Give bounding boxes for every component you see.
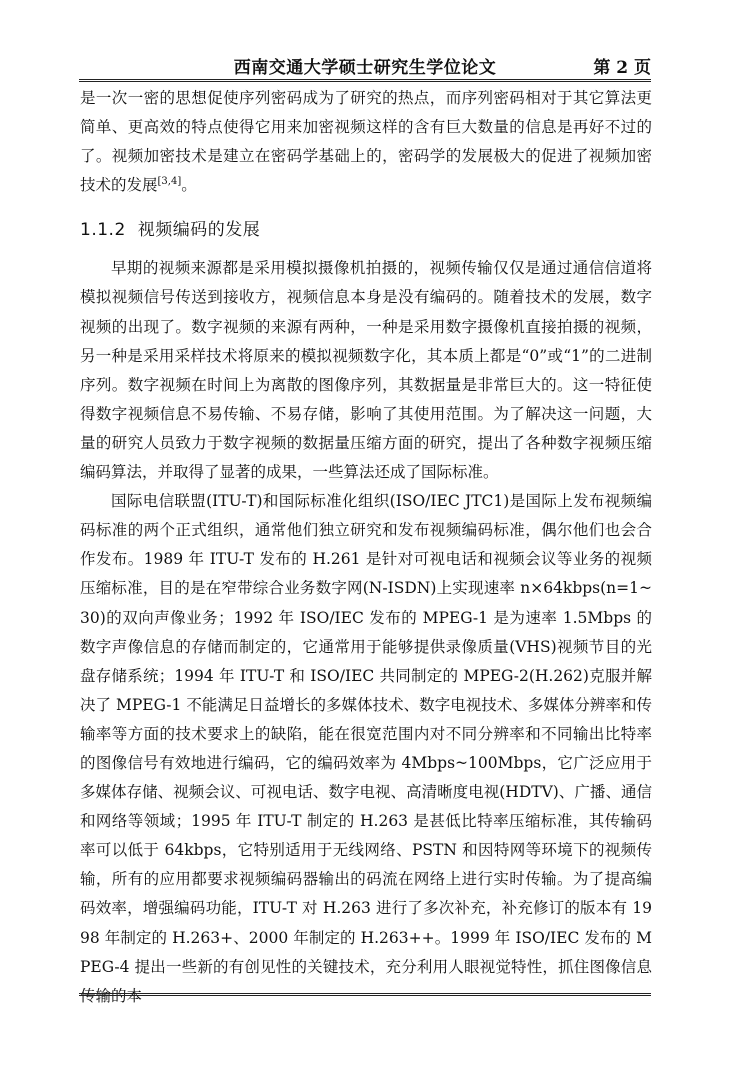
citation: [3,4]: [157, 176, 182, 188]
body-paragraph-1: 早期的视频来源都是采用模拟摄像机拍摄的，视频传输仅仅是通过通信信道将模拟视频信号传送到接收方，视频信息本身是没有编码的。随着技术的发展，数字视频的出现了。数字视频的来源有两种，一种是采用数字摄像机直接拍摄的视频，另一种是采用采样技术将原来的模拟视频数字化，其本质上都是“0”或“1”的二进制序列。数字视频在时间上为离散的图像序列，其数据量是非常巨大的。这一特征使得数字视频信息不易传输、不易存储，影响了其使用范围。为了解决这一问题，大量的研究人员致力于数字视频的数据量压缩方面的研究，提出了各种数字视频压缩编码算法，并取得了显著的成果，一些算法还成了国际标准。: [80, 259, 652, 482]
intro-paragraph: [80, 84, 652, 200]
body-paragraph-2: 国际电信联盟(ITU-T)和国际标准化组织(ISO/IEC JTC1)是国际上发布视频编码标准的两个正式组织，通常他们独立研究和发布视频编码标准，偶尔他们也会合作发布。1989 年 ITU-T 发布的 H.261 是针对可视电话和视频会议等业务的视频压缩标准，目的是在窄带综合业务数字网(N-ISDN)上实现速率 n×64kbps(n=1~30)的双向声像业务；1992 年 ISO/IEC 发布的 MPEG-1 是为速率 1.5Mbps 的数字声像信息的存储而制定的，它通常用于能够提供录像质量(VHS)视频节目的光盘存储系统；1994 年 ITU-T 和 ISO/IEC 共同制定的 MPEG-2(H.262)克服并解决了 MPEG-1 不能满足日益增长的多媒体技术、数字电视技术、多媒体分辨率和传输率等方面的技术要求上的缺陷，能在很宽范围内对不同分辨率和不同输出比特率的图像信号有效地进行编码，它的编码效率为 4Mbps~100Mbps，它广泛应用于多媒体存储、视频会议、可视电话、数字电视、高清晰度电视(HDTV)、广播、通信和网络等领域；1995 年 ITU-T 制定的 H.263 是甚低比特率压缩标准，其传输码率可以低于 64kbps，它特别适用于无线网络、PSTN 和因特网等环境下的视频传输，所有的应用都要求视频编码器输出的码流在网络上进行实时传输。为了提高编码效率，增强编码功能，ITU-T 对 H.263 进行了多次补充，补充修订的版本有 1998 年制定的 H.263+、2000 年制定的 H.263++。1999 年 ISO/IEC 发布的 MPEG-4 提出一些新的有创见性的关键技术，充分利用人眼视觉特性，抓住图像信息传输的本: [80, 492, 652, 1005]
header-rule: [79, 79, 651, 82]
intro-end: 。: [181, 176, 197, 195]
thesis-title: 西南交通大学硕士研究生学位论文: [233, 58, 497, 78]
page-body: [80, 84, 652, 1011]
page-header: [79, 50, 651, 78]
section-title: 视频编码的发展: [137, 220, 261, 241]
section-heading: [80, 215, 652, 240]
section-number: 1.1.2: [80, 220, 126, 241]
intro-text: 是一次一密的思想促使序列密码成为了研究的热点，而序列密码相对于其它算法更简单、更高效的特点使得它用来加密视频这样的含有巨大数量的信息是再好不过的了。视频加密技术是建立在密码学基础上的，密码学的发展极大的促进了视频加密技术的发展: [80, 89, 652, 195]
footer-rule: [79, 993, 651, 996]
page-number: 第 2 页: [593, 58, 651, 78]
